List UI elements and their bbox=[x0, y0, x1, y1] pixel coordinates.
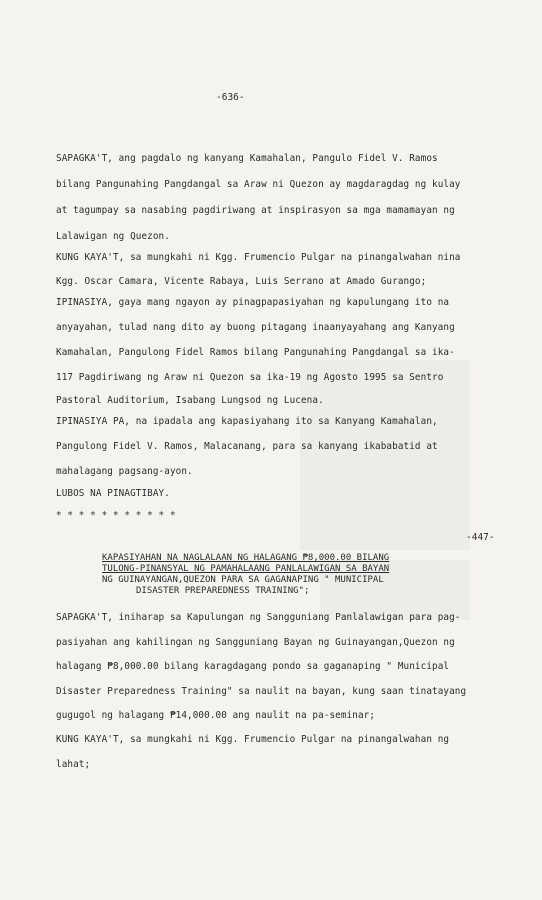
reference-number: -447- bbox=[466, 532, 495, 543]
text-line: Pangulong Fidel V. Ramos, Malacanang, para sa kanyang ikababatid at bbox=[56, 441, 438, 452]
text-line: Lalawigan ng Quezon. bbox=[56, 231, 170, 242]
text-line: IPINASIYA PA, na ipadala ang kapasiyahang ito sa Kanyang Kamahalan, bbox=[56, 416, 438, 427]
text-line: anyayahan, tulad nang dito ay buong pitagang inaanyayahang ang Kanyang bbox=[56, 322, 455, 333]
text-line: SAPAGKA'T, iniharap sa Kapulungan ng Sangguniang Panlalawigan para pag- bbox=[56, 612, 461, 623]
text-line: Kamahalan, Pangulong Fidel Ramos bilang Pangunahing Pangdangal sa ika- bbox=[56, 347, 455, 358]
title-line: NG GUINAYANGAN,QUEZON PARA SA GAGANAPING " MUNICIPAL bbox=[102, 575, 384, 585]
text-line: halagang ₱8,000.00 bilang karagdagang pondo sa gaganaping " Municipal bbox=[56, 661, 450, 672]
text-line: lahat; bbox=[56, 759, 91, 770]
bleed-through-shading bbox=[300, 360, 470, 550]
title-line: DISASTER PREPAREDNESS TRAINING"; bbox=[136, 586, 310, 596]
text-line: at tagumpay sa nasabing pagdiriwang at inspirasyon sa mga mamamayan ng bbox=[56, 205, 455, 216]
text-line: pasiyahan ang kahilingan ng Sangguniang Bayan ng Guinayangan,Quezon ng bbox=[56, 637, 455, 648]
text-line: gugugol ng halagang ₱14,000.00 ang naulit na pa-seminar; bbox=[56, 710, 376, 721]
text-line: bilang Pangunahing Pangdangal sa Araw ni Quezon ay magdaragdag ng kulay bbox=[56, 179, 461, 190]
separator-asterisks: * * * * * * * * * * * bbox=[56, 510, 176, 521]
title-line: KAPASIYAHAN NA NAGLALAAN NG HALAGANG ₱8,000.00 BILANG bbox=[102, 553, 390, 563]
text-line: Pastoral Auditorium, Isabang Lungsod ng Lucena. bbox=[56, 395, 324, 406]
text-line: mahalagang pagsang-ayon. bbox=[56, 466, 193, 477]
text-line: LUBOS NA PINAGTIBAY. bbox=[56, 488, 170, 499]
title-line: TULONG-PINANSYAL NG PAMAHALAANG PANLALAWIGAN SA BAYAN bbox=[102, 564, 390, 574]
text-line: Disaster Preparedness Training" sa naulit na bayan, kung saan tinatayang bbox=[56, 686, 467, 697]
page-number: -636- bbox=[216, 92, 245, 103]
text-line: KUNG KAYA'T, sa mungkahi ni Kgg. Frumencio Pulgar na pinangalwahan ng bbox=[56, 734, 450, 745]
text-line: KUNG KAYA'T, sa mungkahi ni Kgg. Frumencio Pulgar na pinangalwahan nina bbox=[56, 252, 461, 263]
text-line: SAPAGKA'T, ang pagdalo ng kanyang Kamahalan, Pangulo Fidel V. Ramos bbox=[56, 153, 438, 164]
text-line: Kgg. Oscar Camara, Vicente Rabaya, Luis Serrano at Amado Gurango; bbox=[56, 276, 427, 287]
text-line: IPINASIYA, gaya mang ngayon ay pinagpapasiyahan ng kapulungang ito na bbox=[56, 297, 450, 308]
text-line: 117 Pagdiriwang ng Araw ni Quezon sa ika-19 ng Agosto 1995 sa Sentro bbox=[56, 372, 444, 383]
